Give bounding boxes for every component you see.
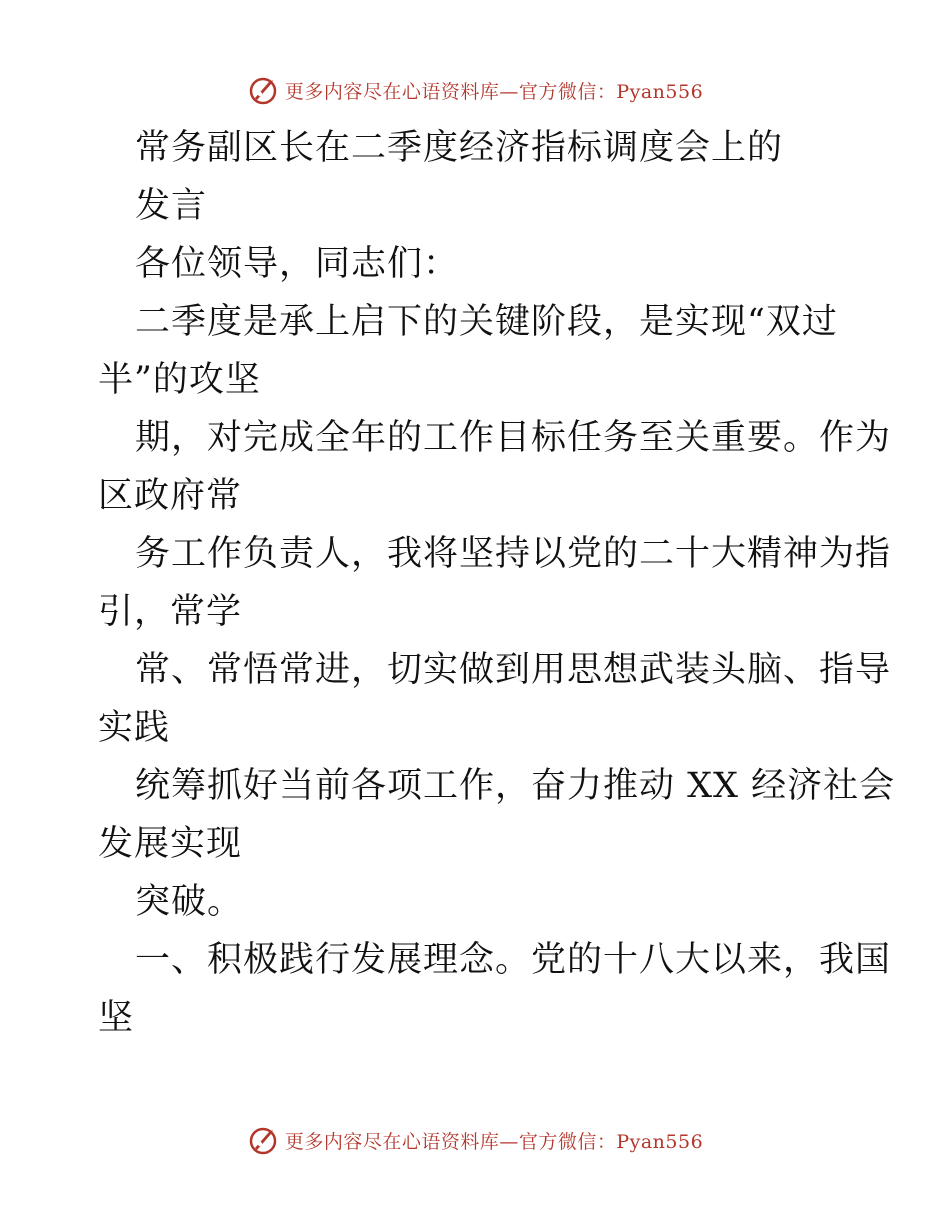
- doc-text-line: 引，常学: [98, 592, 243, 632]
- doc-text-line: 统筹抓好当前各项工作，奋力推动 XX 经济社会: [135, 766, 896, 806]
- doc-text-line: 半”的攻坚: [98, 360, 261, 400]
- footer-watermark-text: 更多内容尽在心语资料库—官方微信：Pyan556: [284, 1130, 704, 1153]
- doc-text-line: 二季度是承上启下的关键阶段，是实现“双过: [135, 302, 838, 342]
- quill-pen-icon: [247, 74, 279, 106]
- header-watermark-banner: [0, 70, 950, 110]
- doc-text-line: 坚: [98, 998, 135, 1038]
- doc-title-line-2: 发言: [135, 186, 208, 226]
- doc-text-line: 实践: [98, 708, 171, 748]
- doc-title-line-1: 常务副区长在二季度经济指标调度会上的: [135, 128, 784, 168]
- footer-watermark-banner: [0, 1120, 950, 1160]
- doc-text-line: 发展实现: [98, 824, 243, 864]
- doc-salutation: 各位领导，同志们：: [135, 244, 460, 284]
- doc-text-line: 常、常悟常进，切实做到用思想武装头脑、指导: [135, 650, 892, 690]
- doc-text-line: 区政府常: [98, 476, 243, 516]
- quill-pen-icon: [247, 1124, 279, 1156]
- doc-text-line: 期，对完成全年的工作目标任务至关重要。作为: [135, 418, 892, 458]
- doc-section-heading: 一、积极践行发展理念。党的十八大以来，我国: [135, 940, 892, 980]
- doc-text-line: 务工作负责人，我将坚持以党的二十大精神为指: [135, 534, 892, 574]
- doc-text-line: 突破。: [135, 882, 244, 922]
- header-watermark-text: 更多内容尽在心语资料库—官方微信：Pyan556: [284, 80, 704, 103]
